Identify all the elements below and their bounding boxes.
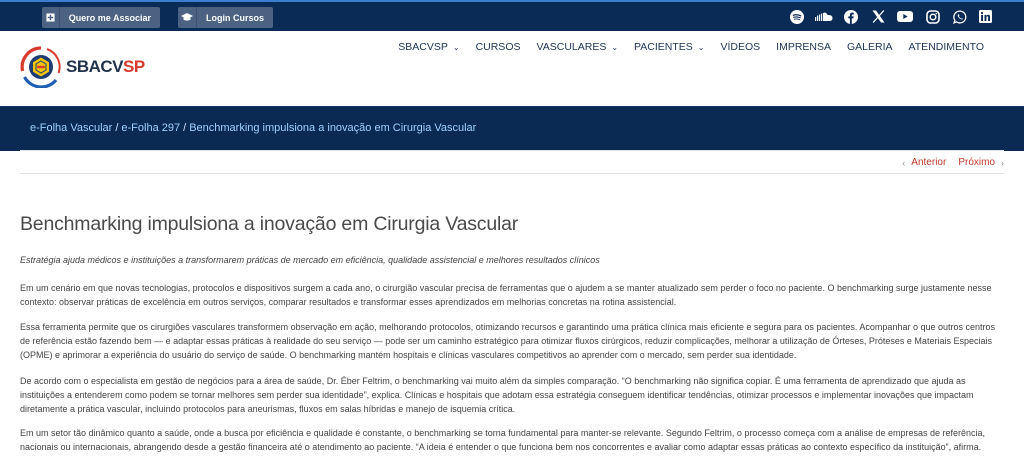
instagram-icon[interactable] <box>925 9 940 24</box>
login-courses-label: Login Cursos <box>206 12 264 23</box>
next-post-link[interactable] <box>958 157 1004 168</box>
article-paragraph: Em um cenário em que novas tecnologias, protocolos e dispositivos surgem a cada ano, o cirurgião vascular precisa de ferramentas que o ajudem a se manter atualizado sem perder o foco no paciente. O benchmarking surge justamente nesse contexto: observar práticas de excelência em outros serviços, comparar resultados e transformar esses aprendizados em melhorias concretas na rotina assistencial. <box>20 283 992 307</box>
linkedin-icon[interactable] <box>978 9 993 24</box>
article-title: Benchmarking impulsiona a inovação em Cirurgia Vascular <box>20 213 519 235</box>
post-pager <box>902 157 1004 168</box>
breadcrumb-separator: / <box>115 122 119 134</box>
nav-item-imprensa[interactable]: IMPRENSA <box>776 41 832 53</box>
site-logo[interactable] <box>20 46 145 88</box>
nav-item-videos[interactable]: VÍDEOS <box>720 41 761 53</box>
whatsapp-icon[interactable] <box>952 9 967 24</box>
previous-post-link[interactable] <box>902 157 946 168</box>
divider <box>20 150 1004 151</box>
chevron-right-icon: › <box>1001 157 1004 168</box>
article-paragraph: De acordo com o especialista em gestão de negócios para a área de saúde, Dr. Éber Feltrim, o benchmarking vai muito além da simples comparação. “O benchmarking não significa copiar. É uma ferramenta de aprendizado que ajuda as instituições a entenderem como podem se tornar melhores sem perder sua identidade”, explica. Clínicas e hospitais que adotam essa estratégia conseguem identificar tendências, otimizar processos e implementar inovações que impactam diretamente a prática vascular, incluindo protocolos para aneurismas, fluxos em salas híbridas e manejo de isquemia crítica. <box>20 376 974 414</box>
breadcrumb-separator: / <box>183 122 187 134</box>
article-paragraph: Em um setor tão dinâmico quanto a saúde, onde a busca por eficiência e qualidade é constante, o benchmarking se torna fundamental para manter-se relevante. Segundo Feltrim, o processo começa com a análise de empresas de referência, nacionais ou internacionais, abrangendo desde a gestão financeira até o atendimento ao paciente. “A ideia é entender o que funciona bem nos concorrentes e avaliar como adaptar essas práticas ao contexto específico da instituição”, afirma. <box>20 428 986 452</box>
nav-item-atendimento[interactable]: ATENDIMENTO <box>908 41 984 53</box>
breadcrumb <box>30 122 476 134</box>
nav-item-sbacvsp[interactable]: SBACVSP ⌄ <box>398 41 460 53</box>
previous-label: Anterior <box>911 157 947 168</box>
nav-item-cursos[interactable]: CURSOS <box>475 41 521 53</box>
nav-item-galeria[interactable]: GALERIA <box>847 41 893 53</box>
logo-wordmark: SBACVSP <box>66 57 145 76</box>
plus-square-icon <box>42 7 60 28</box>
breadcrumb-item-efolha-vascular[interactable]: e-Folha Vascular <box>30 122 113 134</box>
breadcrumb-item-efolha-297[interactable]: e-Folha 297 <box>121 122 181 134</box>
chevron-down-icon: ⌄ <box>452 42 460 52</box>
article-paragraph: Essa ferramenta permite que os cirurgiões vasculares transformem observação em ação, melhorando protocolos, otimizando recursos e garantindo uma prática clínica mais eficiente e segura para os pacientes. Acompanhar o que outros centros de referência estão fazendo bem — e adaptar essas práticas à realidade do seu serviço — pode ser um caminho estratégico para otimizar fluxos cirúrgicos, reduzir complicações, melhorar a utilização de Órteses, Próteses e Materiais Especiais (OPME) e aprimorar a experiência do usuário do serviço de saúde. O benchmarking mantém hospitais e clínicas vasculares competitivos ao aprender com o mercado, sem perder sua identidade. <box>20 322 996 360</box>
x-icon[interactable] <box>871 9 886 24</box>
soundcloud-icon[interactable] <box>815 9 833 24</box>
chevron-down-icon: ⌄ <box>611 42 619 52</box>
spotify-icon[interactable] <box>789 9 804 24</box>
main-nav <box>390 41 992 53</box>
article-lead: Estratégia ajuda médicos e instituições a transformarem práticas de mercado em eficiência, qualidade assistencial e melhores resultados clínicos <box>20 255 600 265</box>
next-label: Próximo <box>958 157 995 168</box>
top-bar <box>0 0 1024 31</box>
breadcrumb-current: Benchmarking impulsiona a inovação em Cirurgia Vascular <box>189 122 477 134</box>
associate-button-label: Quero me Associar <box>68 12 151 23</box>
logo-emblem <box>20 46 62 88</box>
divider <box>20 173 1004 174</box>
nav-item-vasculares[interactable]: VASCULARES ⌄ <box>536 41 619 53</box>
facebook-icon[interactable] <box>843 9 858 24</box>
breadcrumb-band <box>0 106 1024 151</box>
chevron-down-icon: ⌄ <box>697 42 705 52</box>
nav-item-pacientes[interactable]: PACIENTES ⌄ <box>634 41 705 53</box>
login-courses-button[interactable] <box>178 7 273 28</box>
associate-button[interactable] <box>42 7 160 28</box>
youtube-icon[interactable] <box>897 9 913 24</box>
graduation-cap-icon <box>178 7 197 28</box>
chevron-left-icon: ‹ <box>902 157 906 168</box>
site-header <box>0 31 1024 106</box>
